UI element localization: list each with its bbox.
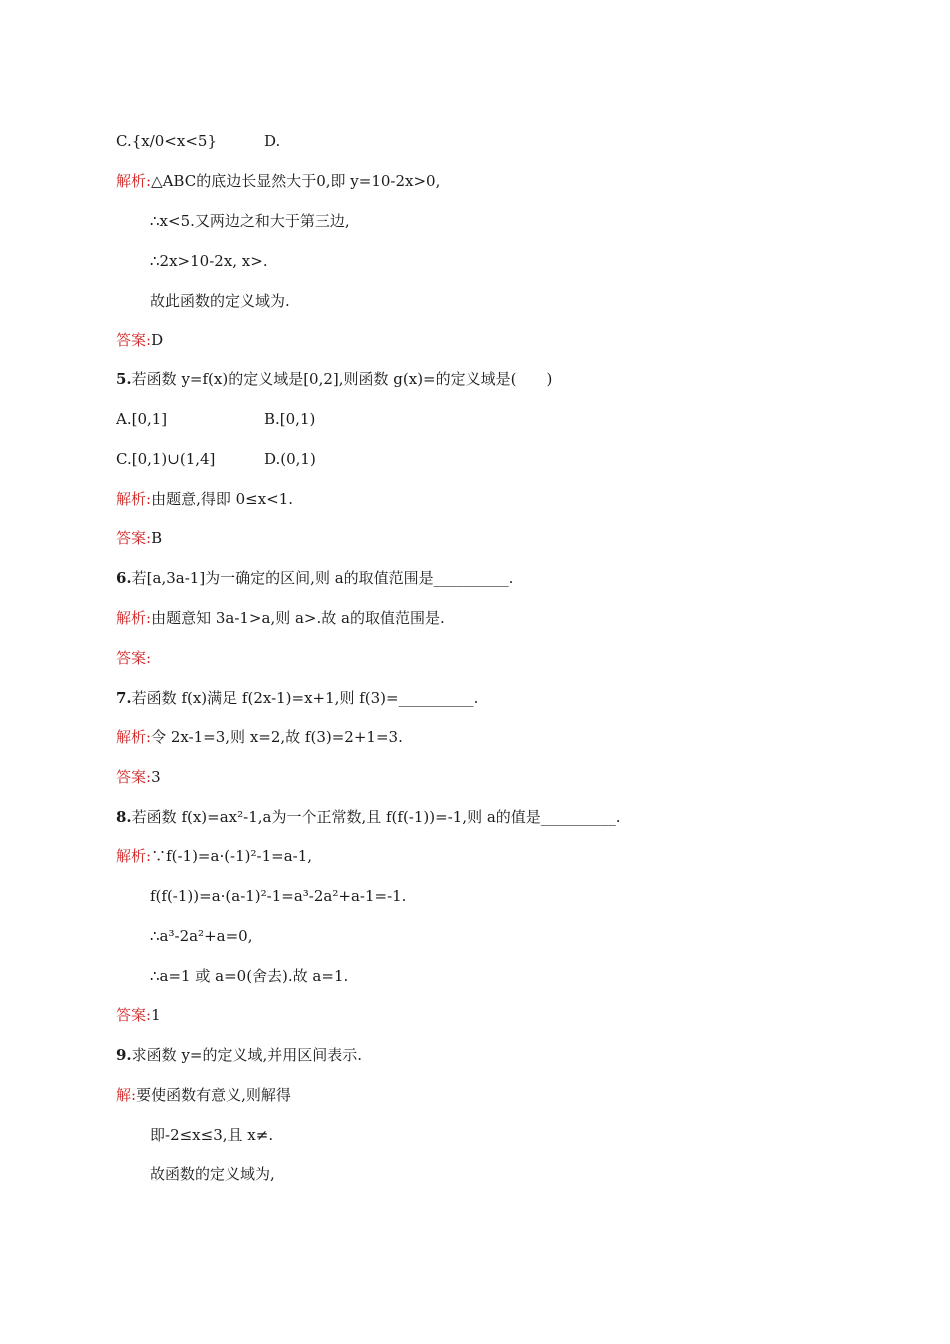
text-line — [150, 965, 348, 987]
line-text: ∴x<5.又两边之和大于第三边, — [150, 212, 350, 230]
text-line — [150, 925, 252, 947]
line-text: 3 — [151, 768, 161, 786]
line-text: C.{x/0<x<5} — [116, 132, 217, 150]
text-line — [116, 1044, 362, 1066]
text-line — [150, 1163, 275, 1185]
text-line — [116, 488, 293, 510]
text-line — [116, 527, 162, 549]
line-text: 故函数的定义域为, — [150, 1165, 275, 1183]
text-line — [116, 408, 316, 430]
section-label: 答案: — [116, 529, 152, 547]
text-line — [150, 210, 350, 232]
line-text: 若[a,3a-1]为一确定的区间,则 a的取值范围是__________. — [131, 569, 514, 587]
section-label: 答案: — [116, 1006, 152, 1024]
text-line — [116, 130, 281, 152]
text-line — [150, 290, 290, 312]
line-text: f(f(-1))=a·(a-1)²-1=a³-2a²+a-1=-1. — [150, 887, 407, 905]
text-line — [116, 647, 151, 669]
text-line — [116, 1084, 291, 1106]
line-text: 1 — [151, 1006, 161, 1024]
line-text: 令 2x-1=3,则 x=2,故 f(3)=2+1=3. — [151, 728, 403, 746]
line-text: ∴a³-2a²+a=0, — [150, 927, 253, 945]
line-text: D — [151, 331, 164, 349]
line-text: ∵f(-1)=a·(-1)²-1=a-1, — [151, 847, 313, 865]
question-number: 5. — [116, 370, 132, 388]
question-number: 6. — [116, 569, 132, 587]
line-text: 故此函数的定义域为. — [150, 292, 290, 310]
line-text: 即-2≤x≤3,且 x≠. — [150, 1126, 274, 1144]
line-text: 由题意知 3a-1>a,则 a>.故 a的取值范围是. — [151, 609, 445, 627]
text-line — [116, 607, 445, 629]
section-label: 答案: — [116, 649, 152, 667]
text-line — [116, 687, 478, 709]
section-label: 答案: — [116, 768, 152, 786]
text-line — [116, 1004, 161, 1026]
text-line — [116, 845, 312, 867]
option-text: B.[0,1) — [264, 410, 316, 428]
text-line — [116, 567, 513, 589]
text-line — [116, 329, 163, 351]
text-line — [150, 885, 406, 907]
section-label: 解析: — [116, 609, 152, 627]
option-text: D. — [264, 132, 281, 150]
question-number: 7. — [116, 689, 132, 707]
line-text: 由题意,得即 0≤x<1. — [151, 490, 294, 508]
line-text: ∴2x>10-2x, x>. — [150, 252, 268, 270]
text-line — [150, 250, 268, 272]
section-label: 答案: — [116, 331, 152, 349]
section-label: 解析: — [116, 728, 152, 746]
line-text: ∴a=1 或 a=0(舍去).故 a=1. — [150, 967, 349, 985]
line-text: 求函数 y=的定义域,并用区间表示. — [131, 1046, 363, 1064]
question-number: 9. — [116, 1046, 132, 1064]
line-text: 要使函数有意义,则解得 — [136, 1086, 291, 1104]
line-text: 若函数 f(x)=ax²-1,a为一个正常数,且 f(f(-1))=-1,则 a的值是__________. — [131, 808, 621, 826]
section-label: 解析: — [116, 490, 152, 508]
text-line — [116, 368, 552, 390]
line-text: C.[0,1)∪(1,4] — [116, 450, 216, 468]
line-text: B — [151, 529, 163, 547]
section-label: 解析: — [116, 847, 152, 865]
line-text: A.[0,1] — [116, 410, 168, 428]
line-text: △ABC的底边长显然大于0,即 y=10-2x>0, — [151, 172, 441, 190]
text-line — [116, 806, 621, 828]
question-number: 8. — [116, 808, 132, 826]
text-line — [116, 726, 403, 748]
option-text: D.(0,1) — [264, 450, 316, 468]
text-line — [116, 766, 161, 788]
section-label: 解: — [116, 1086, 137, 1104]
line-text: 若函数 y=f(x)的定义域是[0,2],则函数 g(x)=的定义域是( ) — [131, 370, 553, 388]
section-label: 解析: — [116, 172, 152, 190]
text-line — [116, 170, 440, 192]
text-line — [150, 1124, 273, 1146]
text-line — [116, 448, 316, 470]
line-text: 若函数 f(x)满足 f(2x-1)=x+1,则 f(3)=__________. — [131, 689, 479, 707]
